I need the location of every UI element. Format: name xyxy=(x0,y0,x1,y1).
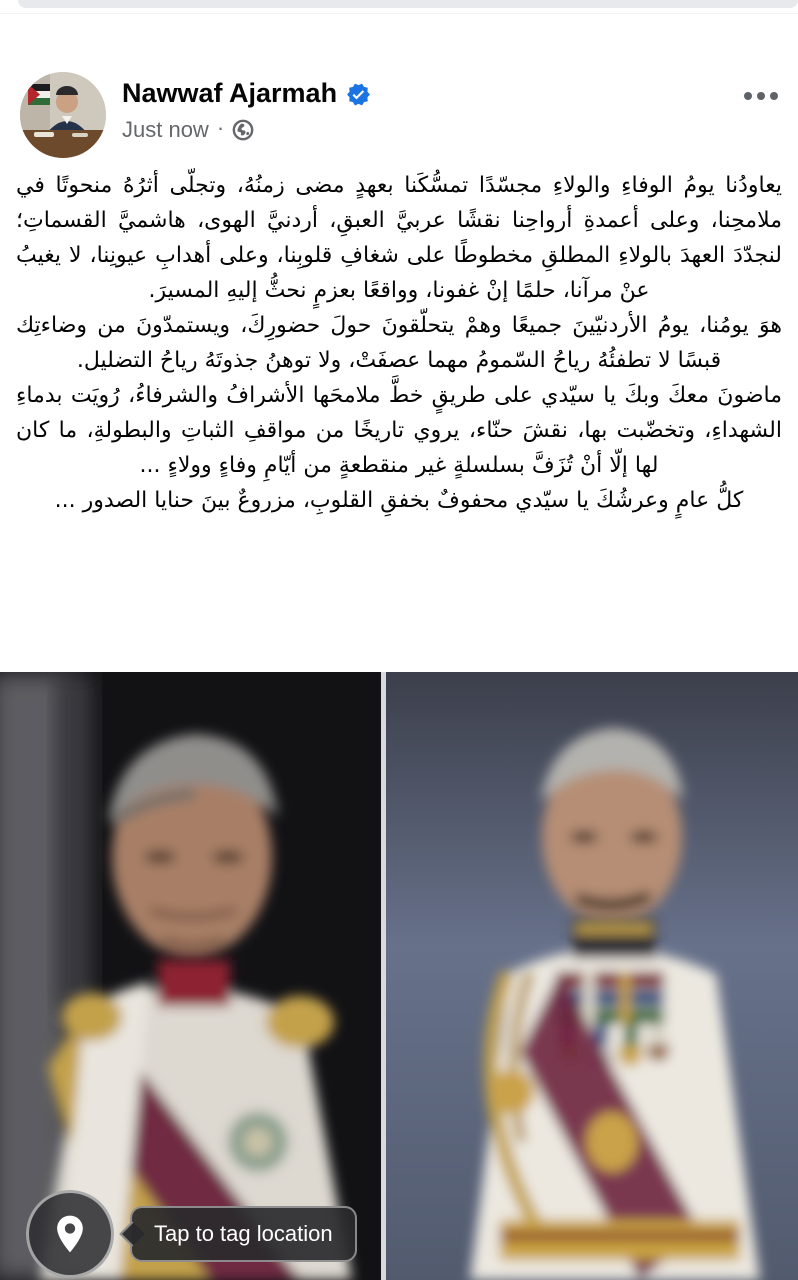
header-text-block xyxy=(122,78,371,143)
post-paragraph: ماضونَ معكَ وبكَ يا سيّدي على طريقٍ خطَّ ملامحَها الأشرافُ والشرفاءُ، رُويَت بدماءِ الشهداءِ، وتخضّبت بها، نقشَ حنّاء، يروي تاريخًا من مواقفِ الثباتِ والبطولةِ، ما كان لها إلّا أنْ تُزَفَّ بسلسلةٍ غير منقطعةٍ من أيّامِ وفاءٍ وولاءٍ ... xyxy=(16,383,782,478)
tooltip-label: Tap to tag location xyxy=(154,1221,333,1246)
post-paragraph: كلُّ عامٍ وعرشُكَ يا سيّدي محفوفٌ بخفقِ القلوبِ، مزروعٌ بينَ حنايا الصدور ... xyxy=(54,488,744,513)
profile-name[interactable]: Nawwaf Ajarmah xyxy=(122,78,338,108)
post-options-button[interactable] xyxy=(722,76,778,116)
divider xyxy=(0,13,798,14)
ellipsis-dot xyxy=(770,92,778,100)
post-header xyxy=(16,72,782,160)
meta-separator: · xyxy=(216,115,225,140)
post-paragraph: يعاودُنا يومُ الوفاءِ والولاءِ مجسّدًا تمسُّكَنا بعهدٍ مضى زمنُهُ، وتجلّى أثرُهُ منحوتًا في ملامحِنا، وعلى أعمدةِ أرواحِنا نقشًا عربيَّ العبقِ، أردنيَّ الهوى، هاشميَّ القسماتِ؛ لنجدّدَ العهدَ بالولاءِ المطلقِ مخطوطًا على شغافِ قلوبِنا، وعلى أهدابِ عيونِنا، لا يغيبُ عنْ مرآنا، حلمًا إنْ غفونا، وواقعًا بعزمٍ نحثُّ إليهِ المسيرَ. xyxy=(16,173,782,303)
avatar[interactable] xyxy=(20,72,106,158)
ellipsis-dot xyxy=(757,92,765,100)
tag-location-tooltip[interactable] xyxy=(130,1206,357,1262)
photo-divider xyxy=(381,672,386,1280)
flag-graphic xyxy=(28,84,50,105)
post-text xyxy=(16,168,782,668)
ellipsis-dot xyxy=(744,92,752,100)
post-paragraph: هوَ يومُنا، يومُ الأردنيّينَ جميعًا وهمْ يتحلّقونَ حولَ حضورِكَ، ويستمدّونَ من وضاءتِك قبسًا لا تطفئُهُ رياحُ السّمومُ مهما عصفَتْ، ولا توهنُ جذوتَهُ رياحُ التضليل. xyxy=(16,313,782,373)
tag-location-button[interactable] xyxy=(26,1190,114,1278)
audience-globe-icon xyxy=(232,119,254,141)
timestamp[interactable]: Just now xyxy=(122,117,209,142)
post-photo[interactable] xyxy=(0,672,798,1280)
two-kings-portrait-image xyxy=(0,672,798,1280)
avatar-image xyxy=(20,72,106,158)
verified-badge-icon xyxy=(346,82,371,107)
left-portrait xyxy=(0,672,381,1280)
previous-card-edge xyxy=(18,0,798,8)
location-pin-icon xyxy=(48,1212,92,1256)
right-portrait xyxy=(386,672,798,1280)
